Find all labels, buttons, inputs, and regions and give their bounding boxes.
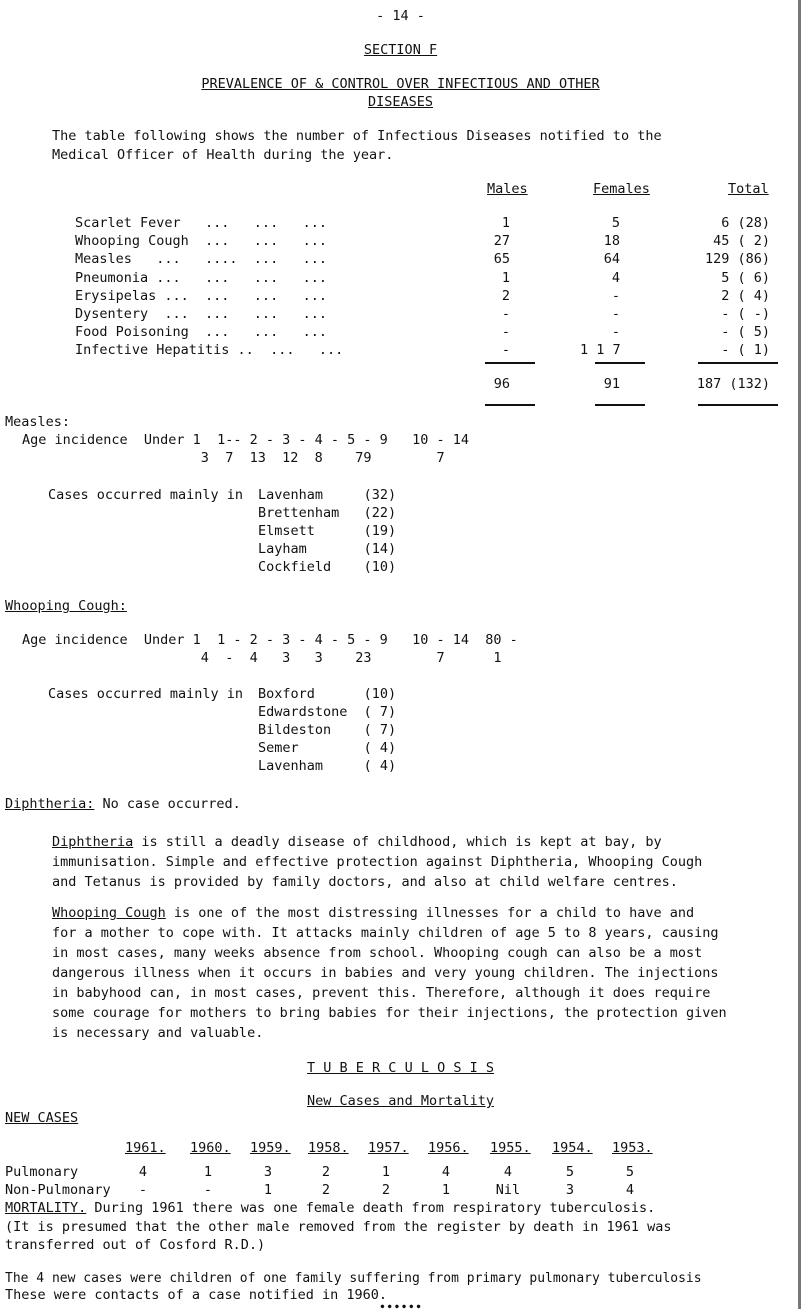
col-header-females: Females [593,181,650,197]
tb-mortality-note-1: (It is presumed that the other male removed from the register by death in 1961 was [5,1219,672,1235]
paragraph-line [52,832,772,852]
tb-cell: 2 [321,1164,331,1180]
total-females: 91 [603,376,620,392]
measles-age-line-1: Age incidence Under 1 1-- 2 - 3 - 4 - 5 - 9 10 - 14 [22,432,470,448]
paragraph-line: in most cases, many weeks absence from school. Whooping cough can also be a most [52,945,703,961]
disease-total: 5 ( 6) [721,269,770,286]
disease-total: - ( 1) [721,342,770,359]
tb-year-header: 1955. [490,1140,531,1156]
intro-line-1: The table following shows the number of Infectious Diseases notified to the [52,128,662,144]
paragraph-line: immunisation. Simple and effective protection against Diphtheria, Whooping Cough [52,854,703,870]
tb-cell: 4 [625,1182,635,1198]
disease-males: 1 [501,215,510,231]
measles-place: Brettenham (22) [258,505,397,521]
disease-females: 18 [603,233,620,250]
males-bottom-rule [485,404,535,406]
tb-cell: 1 [441,1182,451,1198]
col-header-total: Total [728,181,769,197]
tb-mortality-line [5,1200,655,1216]
tb-cell: 4 [503,1164,513,1180]
page-number: - 14 - [376,8,425,24]
whooping-place: Bildeston ( 7) [258,722,397,738]
paragraph-line: in babyhood can, in most cases, prevent this. Therefore, although it does require [52,985,711,1001]
tb-cell: - [138,1182,148,1198]
disease-total: 129 (86) [704,251,770,268]
tb-cell: 5 [625,1164,635,1180]
disease-females: 5 [611,215,620,231]
disease-females: 64 [603,251,620,268]
diphtheria-paragraph [52,832,772,892]
paragraph-line [52,903,772,923]
measles-cases-label: Cases occurred mainly in [48,487,244,503]
tb-cell: 3 [263,1164,273,1180]
disease-males: 1 [501,269,510,286]
disease-name: Scarlet Fever ... ... ... [75,215,327,231]
tb-year-header: 1957. [368,1140,409,1156]
tb-cell: 2 [321,1182,331,1198]
paragraph-line: for a mother to cope with. It attacks mainly children of age 5 to 8 years, causing [52,925,719,941]
whooping-label: Whooping Cough: [5,598,127,614]
disease-total: - ( 5) [721,324,770,341]
females-bottom-rule [595,404,645,406]
tb-cell: 1 [203,1164,213,1180]
grand-bottom-rule [698,404,778,406]
disease-females: 4 [611,269,620,286]
tb-year-header: 1960. [190,1140,231,1156]
disease-males: 2 [501,287,510,304]
whooping-age-line-2: 4 - 4 3 3 23 7 1 [22,650,502,666]
heading-line-2: DISEASES [367,94,434,110]
end-mark: ● ● ● ● ● ● [380,1303,421,1310]
whooping-place: Boxford (10) [258,686,397,702]
tb-cell: 3 [565,1182,575,1198]
whooping-age-line-1: Age incidence Under 1 1 - 2 - 3 - 4 - 5 - 9 10 - 14 80 - [22,632,518,648]
tb-new-cases-label: NEW CASES [5,1110,79,1126]
whooping-place: Lavenham ( 4) [258,758,397,774]
disease-females: 1 1 7 [580,342,621,359]
disease-males: 65 [493,251,510,268]
whooping-para-lead: Whooping Cough [52,905,166,921]
measles-place: Lavenham (32) [258,487,397,503]
disease-name: Food Poisoning ... ... ... [75,324,327,341]
tb-year-header: 1958. [308,1140,349,1156]
disease-females: - [611,324,620,341]
disease-males: - [501,306,510,322]
disease-males: 27 [493,233,510,250]
tb-cell: 1 [381,1164,391,1180]
disease-name: Whooping Cough ... ... ... [75,233,327,250]
disease-males: - [501,342,510,359]
tb-row-label: Pulmonary [5,1164,79,1180]
measles-place: Elmsett (19) [258,523,397,539]
total-males: 96 [493,376,510,392]
paragraph-text: is one of the most distressing illnesses for a child to have and [165,905,695,921]
disease-name: Pneumonia ... ... ... ... [75,269,327,286]
tb-cell: Nil [495,1182,521,1198]
diphtheria-label: Diphtheria: [5,796,95,812]
tb-subtitle: New Cases and Mortality [307,1093,494,1109]
tb-year-header: 1954. [552,1140,593,1156]
tb-mortality-label: MORTALITY. [5,1200,87,1216]
whooping-paragraph [52,903,772,1043]
section-title: SECTION F [363,42,438,58]
tb-mortality-note-2: transferred out of Cosford R.D.) [5,1237,266,1253]
tb-cell: 2 [381,1182,391,1198]
tb-closing-line-1: The 4 new cases were children of one family suffering from primary pulmonary tuberculosis [5,1271,702,1286]
tb-row-label: Non-Pulmonary [5,1182,111,1198]
disease-females: - [611,287,620,304]
disease-name: Infective Hepatitis .. ... ... [75,342,344,359]
diphtheria-note: No case occurred. [102,796,241,812]
disease-males: - [501,324,510,341]
disease-total: - ( -) [721,306,770,322]
intro-line-2: Medical Officer of Health during the year. [52,147,394,163]
whooping-cases-label: Cases occurred mainly in [48,686,244,702]
disease-total: 45 ( 2) [713,233,770,250]
disease-total: 6 (28) [721,215,770,231]
disease-name: Erysipelas ... ... ... ... [75,287,327,304]
diphtheria-line [5,796,241,812]
tb-year-header: 1959. [250,1140,291,1156]
measles-age-line-2: 3 7 13 12 8 79 7 [22,450,445,466]
tb-mortality-text: During 1961 there was one female death from respiratory tuberculosis. [86,1200,656,1216]
females-total-rule [595,362,645,364]
whooping-place: Edwardstone ( 7) [258,704,397,720]
tb-cell: 5 [565,1164,575,1180]
tb-year-header: 1961. [125,1140,166,1156]
grand-total-rule [698,362,778,364]
paragraph-line: some courage for mothers to bring babies for their injections, the protection given [52,1005,727,1021]
tb-cell: - [203,1182,213,1198]
heading-line-1: PREVALENCE OF & CONTROL OVER INFECTIOUS AND OTHER [201,76,600,92]
measles-place: Layham (14) [258,541,397,557]
tb-cell: 4 [441,1164,451,1180]
tb-closing-line-2: These were contacts of a case notified in 1960. [5,1287,388,1303]
disease-name: Measles ... .... ... ... [75,251,327,268]
total-all: 187 (132) [696,376,770,392]
whooping-place: Semer ( 4) [258,740,397,756]
tb-year-header: 1956. [428,1140,469,1156]
col-header-males: Males [487,181,528,197]
measles-place: Cockfield (10) [258,559,397,575]
paragraph-line: and Tetanus is provided by family doctors, and also at child welfare centres. [52,874,678,890]
measles-label: Measles: [5,414,71,430]
diphtheria-para-lead: Diphtheria [52,834,134,850]
tb-year-header: 1953. [612,1140,653,1156]
paragraph-line: dangerous illness when it occurs in babies and very young children. The injections [52,965,719,981]
tb-cell: 1 [263,1182,273,1198]
disease-name: Dysentery ... ... ... ... [75,306,327,322]
paragraph-line: is necessary and valuable. [52,1025,264,1041]
disease-females: - [611,306,620,322]
paragraph-text: is still a deadly disease of childhood, which is kept at bay, by [133,834,662,850]
tb-cell: 4 [138,1164,148,1180]
males-total-rule [485,362,535,364]
tb-title: T U B E R C U L O S I S [307,1060,494,1076]
disease-total: 2 ( 4) [721,287,770,304]
